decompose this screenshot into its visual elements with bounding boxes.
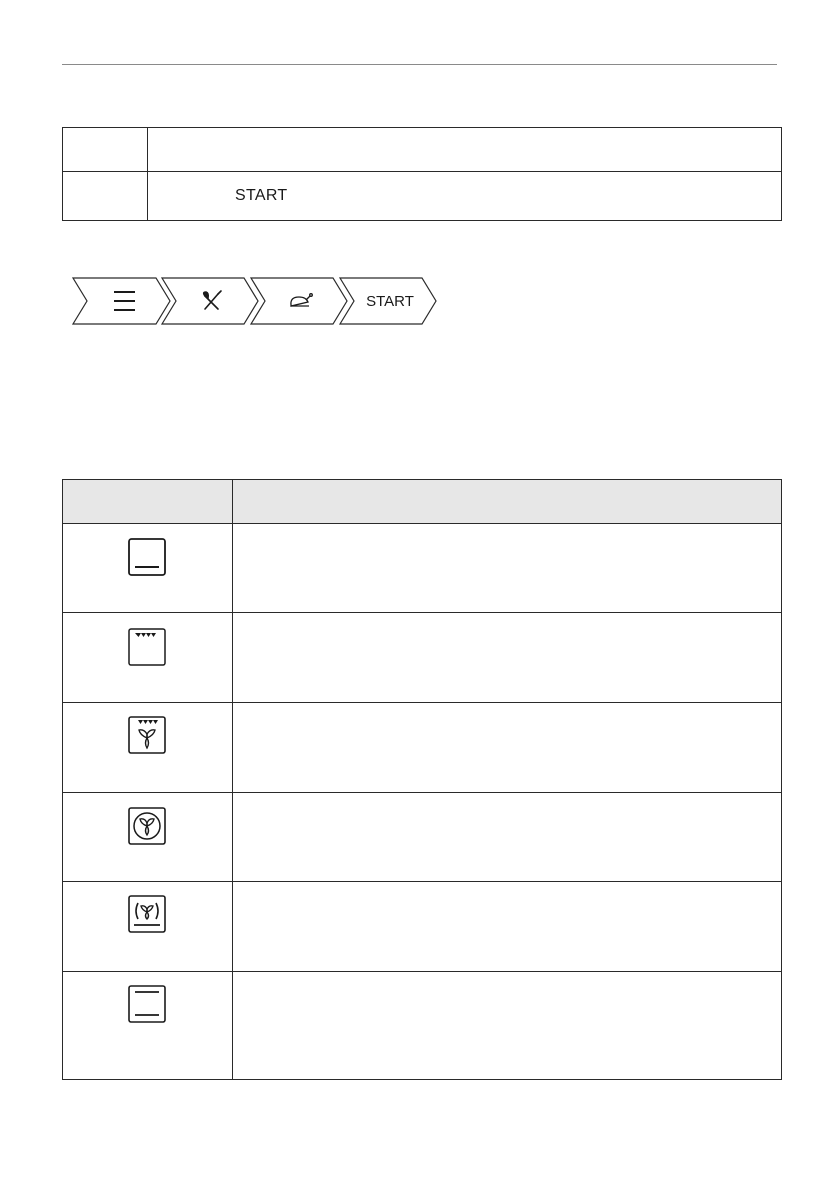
table-row (63, 972, 781, 1080)
top-heat-icon (127, 627, 167, 667)
bottom-heat-icon (127, 537, 167, 577)
fan-cooking-icon (127, 806, 167, 846)
functions-table (62, 479, 782, 1080)
column-divider (232, 480, 233, 1079)
table-row (63, 613, 781, 703)
table-header (63, 480, 781, 524)
table-row (63, 171, 781, 220)
fan-bottom-heat-icon (127, 894, 167, 934)
table-row (63, 703, 781, 793)
table-row (63, 882, 781, 972)
start-key-label: START (235, 187, 288, 204)
settings-table (62, 127, 782, 221)
header-rule (62, 64, 777, 65)
step-sequence (72, 277, 442, 325)
table-row (63, 128, 781, 172)
table-row (63, 792, 781, 882)
step-start-label: START (366, 293, 414, 310)
table-row (63, 523, 781, 613)
top-heat-fan-icon (127, 715, 167, 755)
step-chevron-3 (251, 278, 347, 324)
top-bottom-heat-icon (127, 984, 167, 1024)
